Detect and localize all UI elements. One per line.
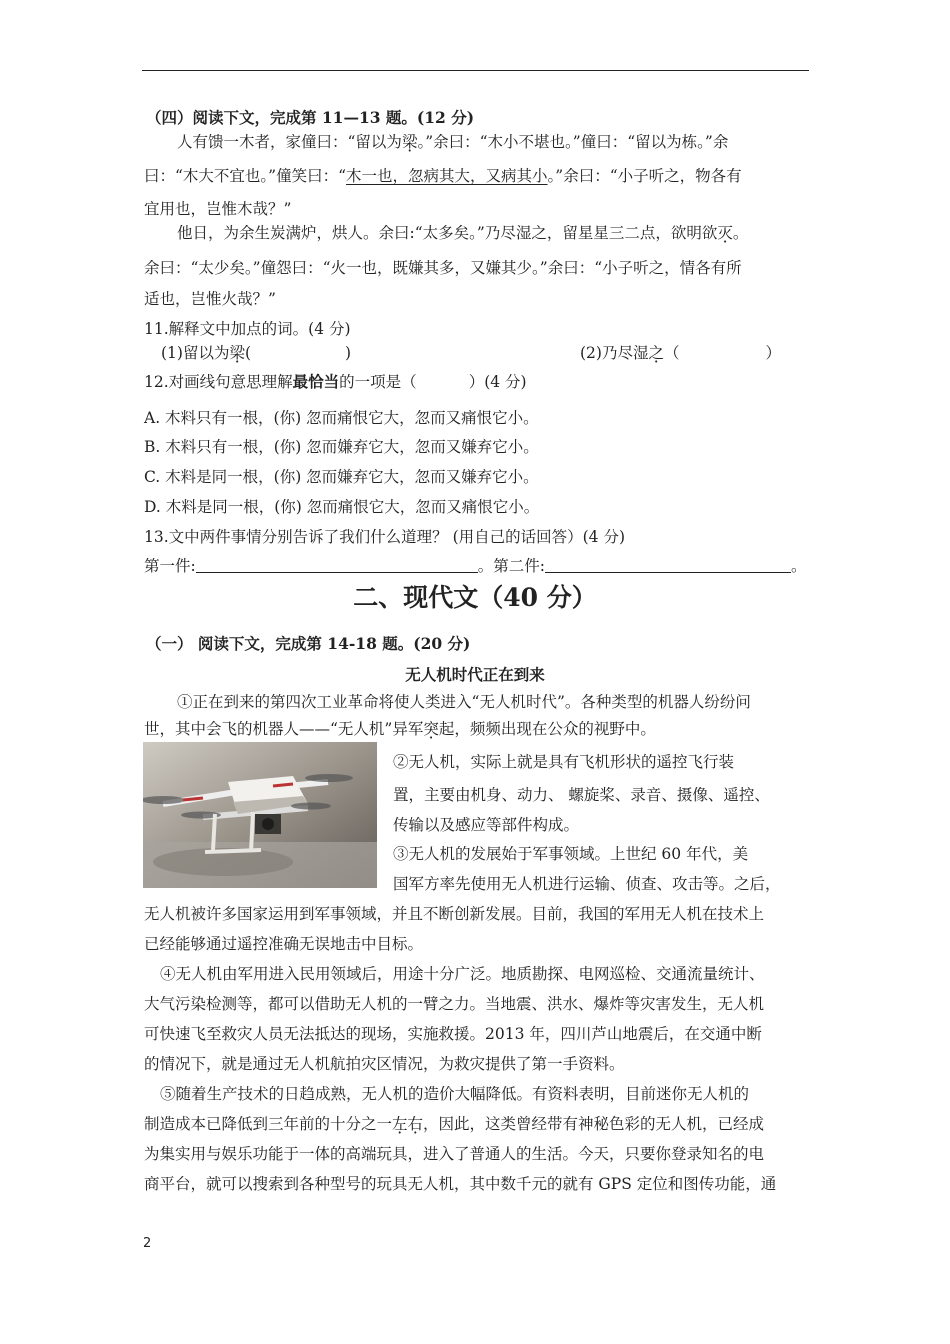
option-b: B. 木料只有一根，(你) 忽而嫌弃它大，忽而又嫌弃它小。 [144, 438, 539, 456]
option-c: C. 木料是同一根，(你) 忽而嫌弃它大，忽而又嫌弃它小。 [144, 468, 539, 486]
question-13: 13.文中两件事情分别告诉了我们什么道理？ (用自己的话回答）(4 分) [144, 528, 626, 546]
article-line-13: 的情况下，就是通过无人机航拍灾区情况，为救灾提供了第一手资料。 [144, 1055, 625, 1073]
classical-text-line-5: 余曰：“太少矣。”僮怨曰：“火一也，既嫌其多，又嫌其少。”余曰：“小子听之，情各有所 [144, 259, 742, 277]
classical-text-line-1: 人有馈一木者，家僮曰：“留以为梁。”余曰：“木小不堪也。”僮曰：“留以为栋。”余 [177, 133, 729, 151]
classical-text-line-3: 宜用也，岂惟木哉？” [144, 200, 292, 218]
article-line-2: 世，其中会飞的机器人——“无人机”异军突起，频频出现在公众的视野中。 [144, 720, 656, 738]
answer-blank-1[interactable] [196, 556, 478, 573]
classical-text-line-2: 曰：“木大不宜也。”僮笑曰：“木一也，忽病其大，又病其小。”余曰：“小子听之，物各有 [144, 167, 742, 185]
article-line-7: 国军方率先使用无人机进行运输、侦查、攻击等。之后， [393, 875, 781, 893]
question-11-item-2: (2)乃尽湿之（ ） [580, 344, 782, 362]
drone-photo [143, 742, 377, 888]
article-line-3: ②无人机，实际上就是具有飞机形状的遥控飞行装 [393, 753, 735, 771]
article-line-9: 已经能够通过遥控准确无误地击中目标。 [144, 935, 424, 953]
article-line-16: 为集实用与娱乐功能于一体的高端玩具，进入了普通人的生活。今天，只要你登录知名的电 [144, 1145, 765, 1163]
article-line-11: 大气污染检测等，都可以借助无人机的一臂之力。当地震、洪水、爆炸等灾害发生，无人机 [144, 995, 765, 1013]
question-12: 12.对画线句意思理解最恰当的一项是（ ）(4 分) [144, 373, 527, 391]
dotted-char-mie: 灭 [717, 224, 733, 242]
classical-text-line-6: 适也，岂惟火哉？” [144, 290, 276, 308]
article-line-10: ④无人机由军用进入民用领域后，用途十分广泛。地质勘探、电网巡检、交通流量统计、 [160, 965, 765, 983]
article-line-12: 可快速飞至救灾人员无法抵达的现场，实施救援。2013 年，四川芦山地震后，在交通中断 [144, 1025, 762, 1043]
classical-text-line-4: 他日，为余生炭满炉，烘人。余曰:“太多矣。”乃尽湿之，留星星三二点，欲明欲灭。 [177, 224, 749, 242]
article-line-17: 商平台，就可以搜索到各种型号的玩具无人机，其中数千元的就有 GPS 定位和图传功能，通 [144, 1175, 777, 1193]
question-13-answer-line: 第一件: 。第二件: 。 [144, 557, 807, 575]
underlined-sentence: 木一也，忽病其大，又病其小 [346, 167, 548, 185]
article-line-4: 置，主要由机身、动力、 螺旋桨、录音、摄像、遥控、 [393, 786, 770, 804]
question-11: 11.解释文中加点的词。(4 分) [144, 320, 351, 338]
header-rule [142, 70, 809, 71]
article-line-1: ①正在到来的第四次工业革命将使人类进入“无人机时代”。各种类型的机器人纷纷问 [177, 693, 751, 711]
section-2-title: 二、现代文（40 分） [353, 583, 597, 612]
answer-blank-2[interactable] [545, 556, 791, 573]
question-11-item-1: (1)留以为梁( ) [161, 344, 352, 362]
article-line-5: 传输以及感应等部件构成。 [393, 816, 580, 834]
article-line-6: ③无人机的发展始于军事领域。上世纪 60 年代，美 [393, 845, 749, 863]
article-line-15: 制造成本已降低到三年前的十分之一左右，因此，这类曾经带有神秘色彩的无人机，已经成 [144, 1115, 765, 1133]
option-d: D. 木料是同一根，(你) 忽而痛恨它大，忽而又痛恨它小。 [144, 498, 540, 516]
page-number: 2 [143, 1236, 152, 1251]
option-a: A. 木料只有一根，(你) 忽而痛恨它大，忽而又痛恨它小。 [144, 409, 539, 427]
article-line-8: 无人机被许多国家运用到军事领域，并且不断创新发展。目前，我国的军用无人机在技术上 [144, 905, 765, 923]
section-4-heading: （四）阅读下文，完成第 11—13 题。(12 分) [146, 108, 475, 127]
dotted-char-liang: 梁 [401, 133, 418, 151]
article-title: 无人机时代正在到来 [405, 665, 545, 684]
article-line-14: ⑤随着生产技术的日趋成熟，无人机的造价大幅降低。有资料表明，目前迷你无人机的 [160, 1085, 750, 1103]
subsection-1-heading: （一） 阅读下文，完成第 14-18 题。(20 分) [146, 634, 471, 653]
